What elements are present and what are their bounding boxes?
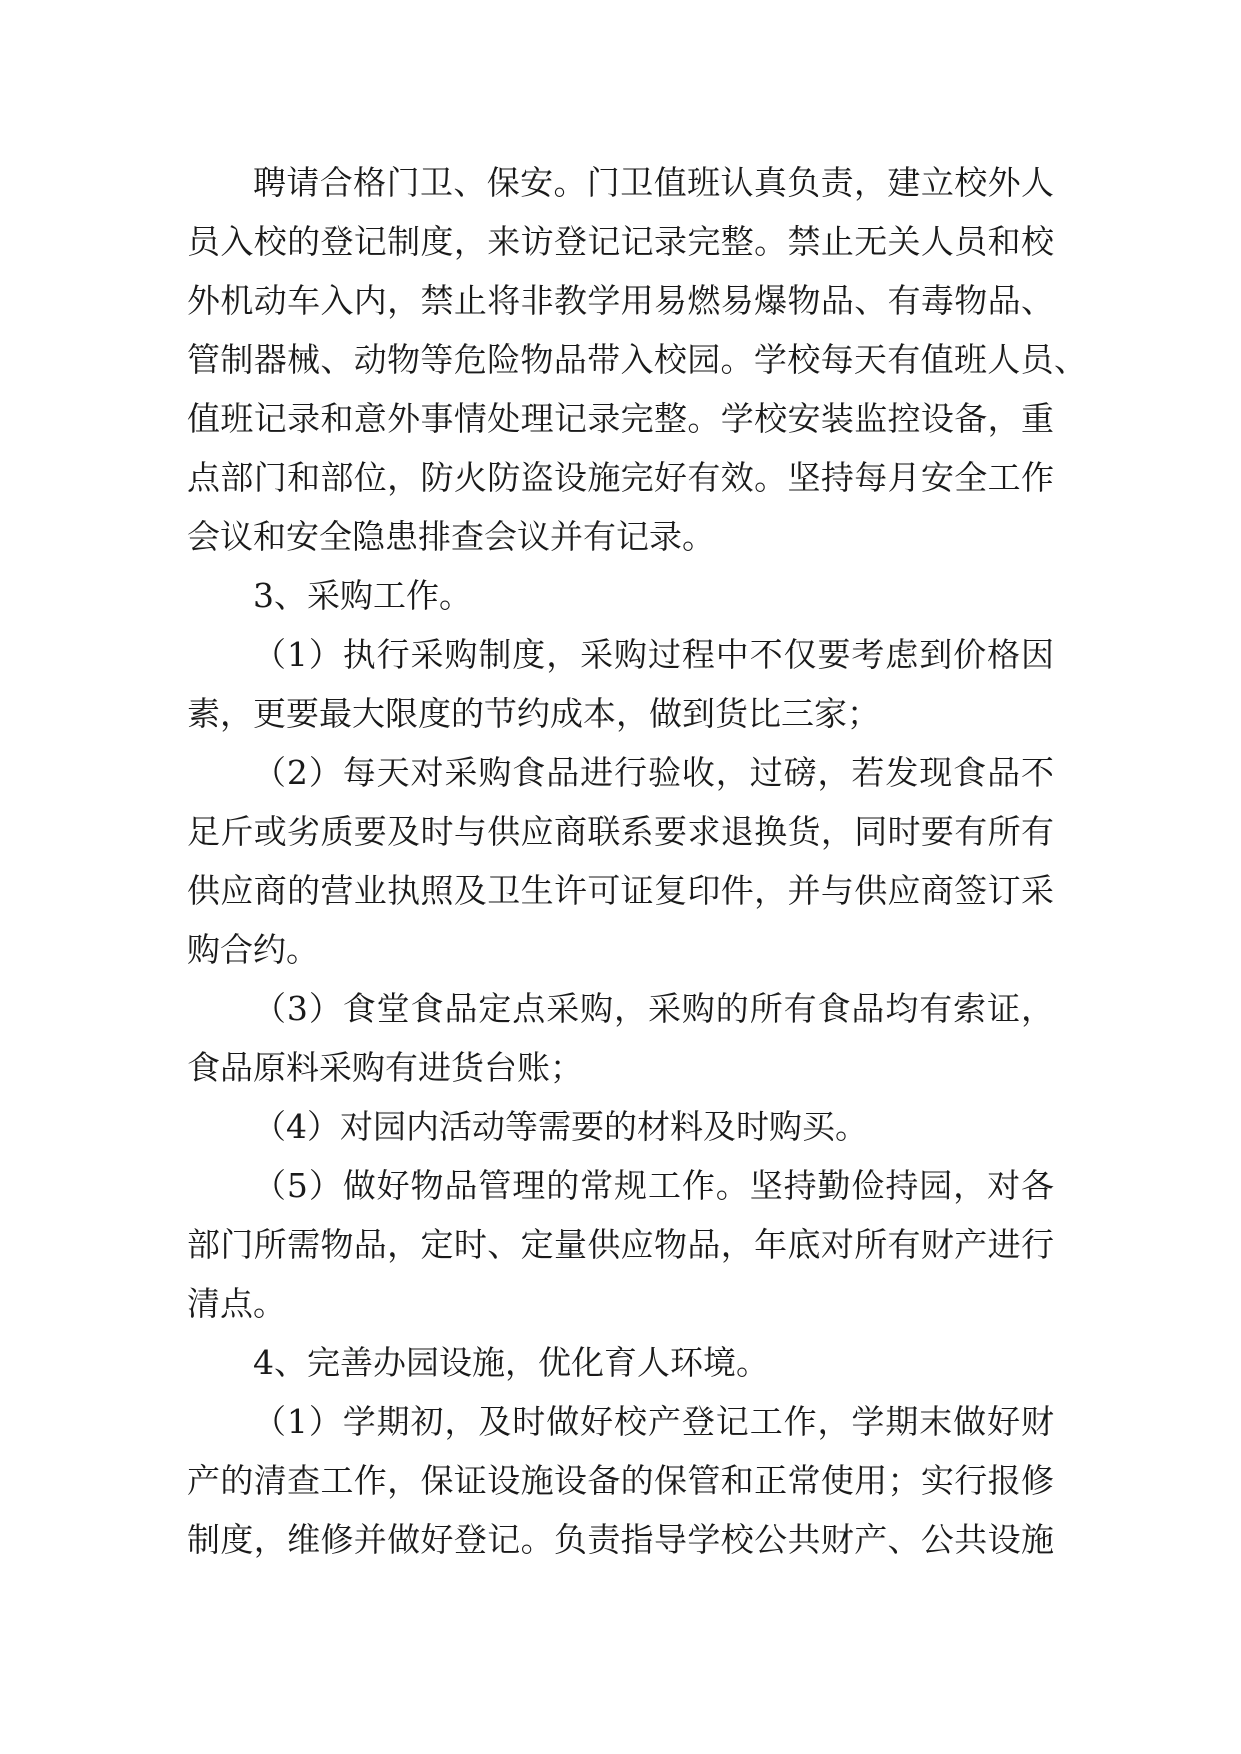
text-line: 管制器械、动物等危险物品带入校园。学校每天有值班人员、	[187, 340, 1087, 379]
paragraph-facilities-item-1	[187, 1392, 1087, 1569]
text-line: 素，更要最大限度的节约成本，做到货比三家；	[187, 694, 880, 733]
text-line: 3、采购工作。	[253, 576, 472, 615]
paragraph-item-5	[187, 1156, 1087, 1333]
text-line: 产的清查工作，保证设施设备的保管和正常使用；实行报修	[187, 1461, 1054, 1500]
section-heading-purchasing	[187, 566, 1087, 625]
text-line: 会议和安全隐患排查会议并有记录。	[187, 517, 715, 556]
paragraph-item-3	[187, 979, 1087, 1097]
section-heading-facilities	[187, 1333, 1087, 1392]
paragraph-item-2	[187, 743, 1087, 979]
text-line: （5）做好物品管理的常规工作。坚持勤俭持园，对各	[253, 1166, 1054, 1205]
text-line: （1）学期初，及时做好校产登记工作，学期末做好财	[253, 1402, 1054, 1441]
paragraph-item-4	[187, 1097, 1087, 1156]
text-line: 外机动车入内，禁止将非教学用易燃易爆物品、有毒物品、	[187, 281, 1054, 320]
text-line: 食品原料采购有进货台账；	[187, 1048, 583, 1087]
text-line: 清点。	[187, 1284, 286, 1323]
text-line: 购合约。	[187, 930, 319, 969]
document-body	[187, 153, 1087, 1569]
paragraph-security	[187, 153, 1087, 566]
paragraph-item-1	[187, 625, 1087, 743]
text-line: （4）对园内活动等需要的材料及时购买。	[253, 1107, 868, 1146]
text-line: （2）每天对采购食品进行验收，过磅，若发现食品不	[253, 753, 1054, 792]
text-line: 足斤或劣质要及时与供应商联系要求退换货，同时要有所有	[187, 812, 1054, 851]
text-line: 供应商的营业执照及卫生许可证复印件，并与供应商签订采	[187, 871, 1054, 910]
text-line: 值班记录和意外事情处理记录完整。学校安装监控设备，重	[187, 399, 1054, 438]
text-line: 4、完善办园设施，优化育人环境。	[253, 1343, 769, 1382]
text-line: （3）食堂食品定点采购，采购的所有食品均有索证，	[253, 989, 1054, 1028]
text-line: 点部门和部位，防火防盗设施完好有效。坚持每月安全工作	[187, 458, 1054, 497]
text-line: 员入校的登记制度，来访登记记录完整。禁止无关人员和校	[187, 222, 1054, 261]
text-line: 制度，维修并做好登记。负责指导学校公共财产、公共设施	[187, 1520, 1054, 1559]
text-line: 聘请合格门卫、保安。门卫值班认真负责，建立校外人	[253, 163, 1054, 202]
text-line: 部门所需物品，定时、定量供应物品，年底对所有财产进行	[187, 1225, 1054, 1264]
text-line: （1）执行采购制度，采购过程中不仅要考虑到价格因	[253, 635, 1054, 674]
